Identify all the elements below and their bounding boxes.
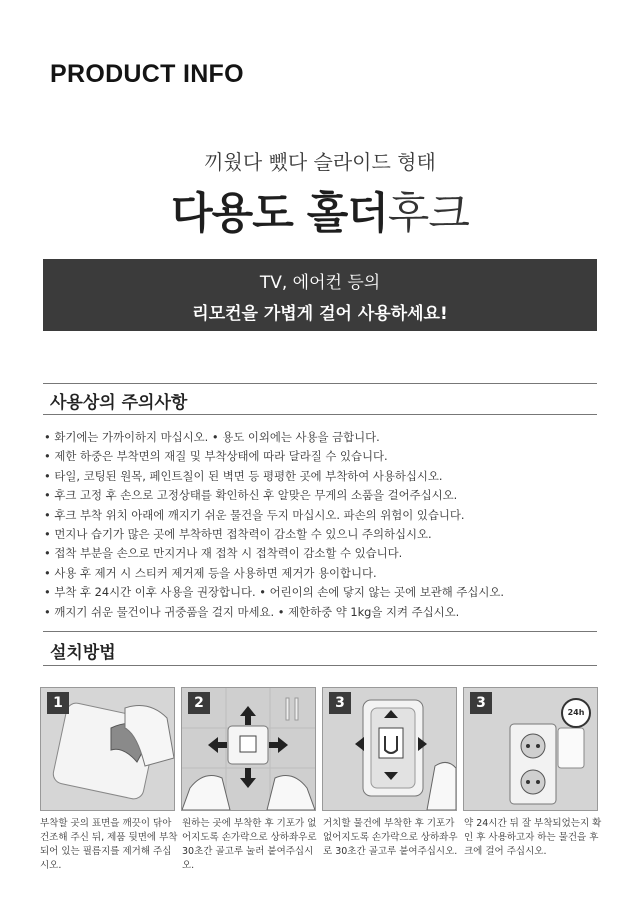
banner-line-1: TV, 에어컨 등의: [259, 273, 381, 293]
cautions-title: 사용상의 주의사항: [50, 393, 188, 413]
caution-item: • 후크 부착 위치 아래에 깨지기 쉬운 물건을 두지 마십시오. 파손의 위험이 있습니다.: [44, 507, 465, 522]
product-title-light: 후크: [387, 189, 469, 239]
clock-icon: [561, 698, 591, 728]
step-3-description: 거치할 물건에 부착한 후 기포가 없어지도록 손가락으로 상하좌우로 30초간 골고루 붙여주십시오.: [323, 818, 458, 857]
banner-line-2: 리모컨을 가볍게 걸어 사용하세요!: [192, 304, 448, 324]
caution-item: • 제한 하중은 부착면의 재질 및 부착상태에 따라 달라질 수 있습니다.: [44, 449, 388, 464]
step-number: 3: [329, 692, 351, 714]
caution-item: • 사용 후 제거 시 스티커 제거제 등을 사용하면 제거가 용이합니다.: [44, 565, 377, 580]
install-title: 설치방법: [50, 643, 116, 663]
step-1-description: 부착할 곳의 표면을 깨끗이 닦아 건조해 주신 뒤, 제품 뒷면에 부착되어 있는 필름지를 제거해 주십시오.: [40, 818, 178, 871]
divider: [43, 414, 597, 415]
product-title: [0, 180, 640, 241]
step-4-illustration: [463, 687, 598, 811]
caution-item: • 화기에는 가까이하지 마십시오. • 용도 이외에는 사용을 금합니다.: [44, 430, 380, 444]
divider: [43, 665, 597, 666]
caution-item: • 깨지기 쉬운 물건이나 귀중품을 걸지 마세요. • 제한하중 약 1kg을 지켜 주십시오.: [44, 604, 460, 619]
step-2-illustration: [181, 687, 316, 811]
product-title-bold: 다용도 홀더: [171, 189, 388, 239]
divider: [43, 631, 597, 632]
product-info-heading: PRODUCT INFO: [50, 60, 244, 88]
usage-banner: [43, 259, 597, 331]
step-3-illustration: [322, 687, 457, 811]
product-subtitle: 끼웠다 뺐다 슬라이드 형태: [204, 150, 436, 174]
step-1-illustration: [40, 687, 175, 811]
caution-item: • 접착 부분을 손으로 만지거나 재 접착 시 접착력이 감소할 수 있습니다.: [44, 546, 403, 561]
clock-label: 24h: [567, 708, 585, 717]
caution-item: • 타일, 코팅된 원목, 페인트칠이 된 벽면 등 평평한 곳에 부착하여 사용하십시오.: [44, 468, 443, 483]
step-number: 3: [470, 692, 492, 714]
step-number: 2: [188, 692, 210, 714]
caution-item: • 부착 후 24시간 이후 사용을 권장합니다. • 어린이의 손에 닿지 않는 곳에 보관해 주십시오.: [44, 585, 504, 600]
caution-item: • 먼지나 습기가 많은 곳에 부착하면 접착력이 감소할 수 있으니 주의하십시오.: [44, 526, 432, 541]
step-number: 1: [47, 692, 69, 714]
caution-item: • 후크 고정 후 손으로 고정상태를 확인하신 후 알맞은 무게의 소품을 걸어주십시오.: [44, 488, 458, 503]
cautions-list: [44, 428, 604, 622]
step-2-description: 원하는 곳에 부착한 후 기포가 없어지도록 손가락으로 상하좌우로 30초간 골고루 눌러 붙여주십시오.: [182, 818, 317, 871]
install-steps: [40, 687, 600, 809]
step-4-description: 약 24시간 뒤 잘 부착되었는지 확인 후 사용하고자 하는 물건을 후크에 걸어 주십시오.: [464, 818, 602, 857]
divider: [43, 383, 597, 384]
